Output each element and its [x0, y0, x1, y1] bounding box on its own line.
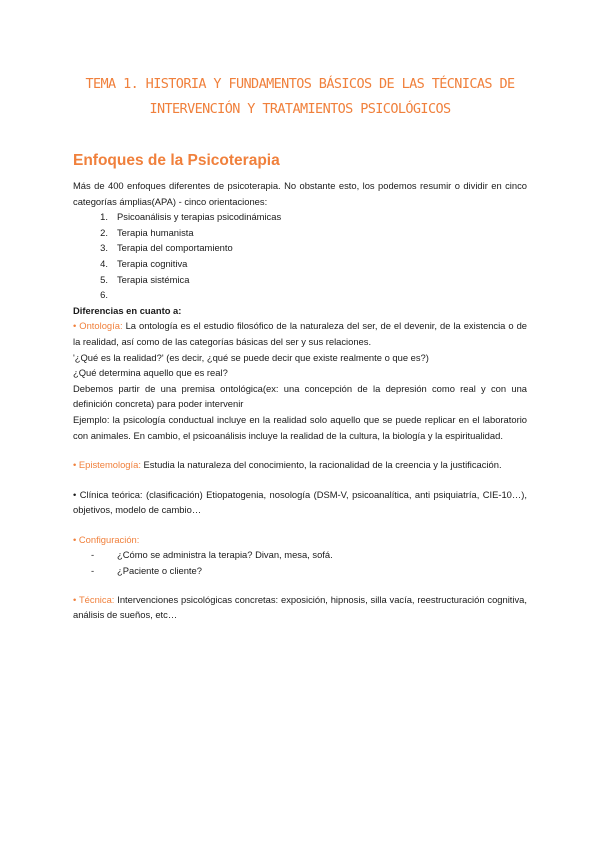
- document-body: [73, 178, 527, 623]
- bullet-icon: •: [73, 488, 77, 500]
- list-item: 6.: [100, 289, 108, 301]
- epistemology-text: Estudia la naturaleza del conocimiento, la racionalidad de la creencia y la justificación.: [143, 459, 502, 471]
- list-item: - ¿Cómo se administra la terapia? Divan, mesa, sofá.: [91, 549, 333, 561]
- ontology-question-2: ¿Qué determina aquello que es real?: [73, 367, 228, 379]
- ontology-example: Ejemplo: la psicología conductual incluye en la realidad solo aquello que se puede replicar en el laboratorio con animales. En cambio, el psicoanálisis incluye la realidad de la cultura, la biología y la espiritualidad.: [73, 413, 527, 441]
- intro-paragraph: Más de 400 enfoques diferentes de psicoterapia. No obstante esto, los podemos resumir o dividir en cinco categorías ámplias(APA) - cinco orientaciones:: [73, 180, 527, 207]
- ontology-paragraph: [73, 318, 527, 349]
- technique-label: Técnica:: [78, 593, 115, 605]
- bullet-icon: •: [73, 459, 77, 471]
- section-heading: Enfoques de la Psicoterapia: [73, 152, 280, 169]
- document-title: TEMA 1. HISTORIA Y FUNDAMENTOS BÁSICOS DE LAS TÉCNICAS DE INTERVENCIÓN Y TRATAMIENTOS PSICOLÓGICOS: [85, 76, 515, 117]
- configuration-heading: [73, 532, 527, 548]
- list-item: 3. Terapia del comportamiento: [100, 242, 233, 254]
- orientations-list: [73, 209, 527, 303]
- differences-heading: Diferencias en cuanto a:: [73, 304, 182, 316]
- bullet-icon: •: [73, 533, 77, 545]
- clinical-paragraph: [73, 487, 527, 518]
- list-item: - ¿Paciente o cliente?: [91, 565, 202, 577]
- bullet-icon: •: [73, 593, 77, 605]
- ontology-premise: Debemos partir de una premisa ontológica(ex: una concepción de la depresión como real y con una definición concreta) para poder intervenir: [73, 382, 527, 410]
- clinical-text: Clínica teórica: (clasificación) Etiopatogenia, nosología (DSM-V, psicoanalítica, anti psiquiatría, CIE-10…), objetivos, modelo de cambio…: [73, 488, 527, 516]
- epistemology-paragraph: [73, 457, 527, 473]
- configuration-label: Configuración:: [78, 533, 140, 545]
- list-item: 1. Psicoanálisis y terapias psicodinámicas: [100, 211, 282, 223]
- bullet-icon: •: [73, 320, 77, 332]
- ontology-label: Ontología:: [79, 320, 123, 332]
- epistemology-label: Epistemología:: [78, 459, 141, 471]
- list-item: 4. Terapia cognitiva: [100, 257, 188, 269]
- list-item: 2. Terapia humanista: [100, 226, 194, 238]
- ontology-question-1: '¿Qué es la realidad?' (es decir, ¿qué se puede decir que existe realmente o que es?): [73, 351, 429, 363]
- technique-text: Intervenciones psicológicas concretas: exposición, hipnosis, silla vacía, reestructuración cognitiva, análisis de sueños, etc…: [73, 593, 527, 621]
- ontology-text: La ontología es el estudio filosófico de la naturaleza del ser, de el devenir, de la existencia o de la realidad, así como de las categorías básicas del ser y sus relaciones.: [73, 320, 528, 347]
- list-item: 5. Terapia sistémica: [100, 273, 190, 285]
- technique-paragraph: [73, 592, 527, 623]
